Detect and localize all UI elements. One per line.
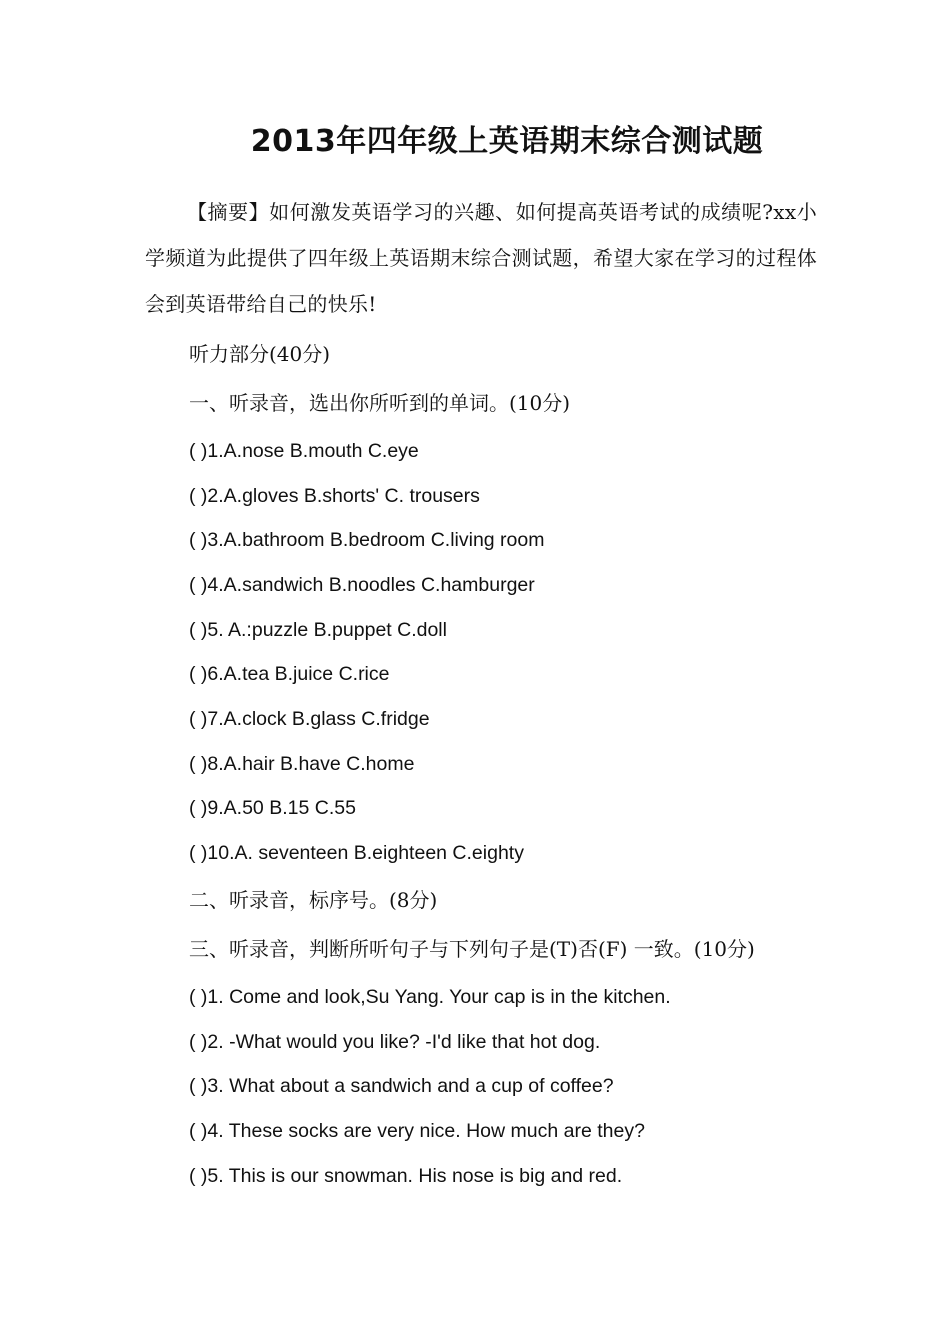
document-title: 2013年四年级上英语期末综合测试题 [250, 124, 764, 159]
section1-item: ( )8.A.hair B.have C.home [189, 753, 415, 775]
listening-heading: 听力部分(40分) [189, 342, 331, 366]
section1-item: ( )4.A.sandwich B.noodles C.hamburger [189, 574, 535, 596]
section3-item: ( )5. This is our snowman. His nose is big and red. [189, 1165, 623, 1187]
section1-heading: 一、听录音，选出你所听到的单词。(10分) [189, 391, 571, 415]
section1-item: ( )9.A.50 B.15 C.55 [189, 797, 356, 819]
section1-item: ( )10.A. seventeen B.eighteen C.eighty [189, 842, 524, 864]
section2-heading: 二、听录音，标序号。(8分) [189, 888, 438, 912]
section1-item: ( )5. A.:puzzle B.puppet C.doll [189, 619, 447, 641]
section3-item: ( )2. -What would you like? -I'd like that hot dog. [189, 1031, 601, 1053]
section1-item: ( )6.A.tea B.juice C.rice [189, 663, 390, 685]
section3-item: ( )3. What about a sandwich and a cup of coffee? [189, 1075, 614, 1097]
section1-item: ( )3.A.bathroom B.bedroom C.living room [189, 529, 545, 551]
section1-item: ( )1.A.nose B.mouth C.eye [189, 440, 419, 462]
section3-item: ( )1. Come and look,Su Yang. Your cap is in the kitchen. [189, 986, 671, 1008]
section3-item: ( )4. These socks are very nice. How much are they? [189, 1120, 645, 1142]
section1-item: ( )2.A.gloves B.shorts' C. trousers [189, 485, 480, 507]
section3-heading: 三、听录音，判断所听句子与下列句子是(T)否(F) 一致。(10分) [189, 937, 755, 961]
section1-item: ( )7.A.clock B.glass C.fridge [189, 708, 430, 730]
abstract-paragraph: 【摘要】如何激发英语学习的兴趣、如何提高英语考试的成绩呢?xx小学频道为此提供了四年级上英语期末综合测试题，希望大家在学习的过程体会到英语带给自己的快乐! [145, 200, 817, 316]
